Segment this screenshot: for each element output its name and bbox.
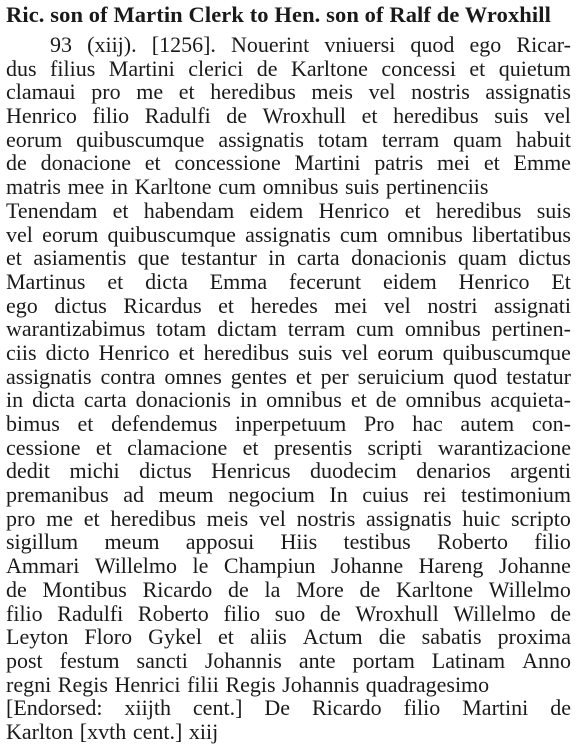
word: 93 <box>50 32 72 57</box>
word: eidem <box>249 197 304 223</box>
word: vel <box>368 79 396 105</box>
word: et <box>83 505 100 531</box>
word: autem <box>460 411 515 436</box>
word: de <box>359 576 381 602</box>
word: Martini <box>108 55 175 81</box>
word: quam <box>457 245 507 271</box>
word: la <box>264 576 281 602</box>
word: con- <box>531 411 571 436</box>
word: eorum <box>6 126 63 152</box>
word: heredibus <box>203 339 290 365</box>
word: Karltone <box>396 576 473 602</box>
word: heredes <box>250 292 318 318</box>
word: per <box>320 363 349 389</box>
word: vel <box>383 292 411 318</box>
word: nostris <box>411 79 470 105</box>
word: ciis <box>6 339 37 365</box>
word: donacionis <box>351 245 447 271</box>
word: assignatis <box>485 79 571 105</box>
word: michi <box>69 458 120 484</box>
word: et <box>404 197 421 223</box>
word: Et <box>551 268 571 294</box>
word: warantizabimus <box>6 316 146 342</box>
word: Karltone <box>290 55 368 81</box>
word: matris <box>6 174 61 200</box>
word: De <box>264 695 291 721</box>
text-line <box>6 483 571 507</box>
word: Henrico <box>458 268 530 294</box>
word: bimus <box>6 411 60 436</box>
word: dictus <box>518 245 571 271</box>
word: negocium <box>228 482 315 508</box>
word: filio <box>403 695 441 721</box>
word: patris <box>374 150 424 176</box>
word: omnes <box>164 363 222 389</box>
word: filii <box>187 671 219 697</box>
word: et <box>350 387 367 413</box>
word: gentes <box>230 363 287 389</box>
word: Martinus <box>6 268 86 294</box>
word: Floro <box>84 624 133 650</box>
word: suis <box>536 197 571 223</box>
word: cuius <box>362 482 409 508</box>
word: fecerunt <box>289 268 362 294</box>
word: assignatis <box>366 505 452 531</box>
word: meis <box>311 79 353 105</box>
word: Radulfi <box>57 600 124 626</box>
word: in <box>239 387 258 413</box>
word: pertinenciis <box>385 174 489 200</box>
text-line <box>6 246 571 270</box>
word: testatur <box>506 363 571 389</box>
word: dictam <box>217 316 277 342</box>
word: meis <box>206 505 249 531</box>
word: Roberto <box>437 529 508 555</box>
word: clamaui <box>6 79 76 105</box>
text-line <box>6 104 571 128</box>
word: le <box>192 553 209 579</box>
word: Radulfi <box>144 103 211 129</box>
text-line <box>6 507 571 531</box>
word: clerici <box>188 55 244 81</box>
word: scripti <box>367 434 423 460</box>
word: argenti <box>510 458 571 484</box>
word: scripto <box>510 505 571 531</box>
word: de <box>6 150 27 176</box>
word: omnibus <box>405 387 482 413</box>
word: Willelmo <box>488 576 571 602</box>
word: post <box>6 647 43 673</box>
word: assignatis <box>218 126 304 152</box>
word: cent.] <box>192 695 243 721</box>
text-line <box>6 199 571 223</box>
text-line <box>6 294 571 318</box>
word: vel <box>341 339 369 365</box>
text-line <box>6 625 571 649</box>
word: eorum <box>42 221 99 247</box>
word: cessione <box>6 434 81 460</box>
word: acquieta- <box>490 387 571 413</box>
word: quod <box>453 363 498 389</box>
document-title: Ric. son of Martin Clerk to Hen. son of Ralf de Wroxhill <box>6 2 551 27</box>
word: Champiun <box>223 553 316 579</box>
word: pertinen- <box>491 316 571 342</box>
word: Nouerint <box>231 32 310 57</box>
word: warantizacione <box>437 434 571 460</box>
word: xiij <box>188 718 219 744</box>
word: Actum <box>302 624 363 650</box>
word: denarios <box>416 458 491 484</box>
word: que <box>137 245 170 271</box>
word: suo <box>274 600 306 626</box>
text-line <box>6 649 571 673</box>
word: in <box>268 245 286 271</box>
word: concessione <box>174 150 281 176</box>
text-line <box>6 365 571 389</box>
word: omnibus <box>386 221 463 247</box>
word: Tenendam <box>6 197 98 223</box>
word: suis <box>298 339 333 365</box>
word: terram <box>381 126 440 152</box>
word: libertatibus <box>471 221 571 247</box>
word: seruicium <box>357 363 445 389</box>
word: Henrici <box>114 671 181 697</box>
text-line <box>6 341 571 365</box>
word: omnibus <box>262 174 339 200</box>
word: quam <box>453 126 503 152</box>
word: regni <box>6 671 52 697</box>
word: quadragesimo <box>365 671 490 697</box>
word: et <box>144 150 161 176</box>
word: sabatis <box>421 624 482 650</box>
word: et <box>77 411 94 436</box>
word: assignatis <box>245 221 331 247</box>
text-line <box>6 151 571 175</box>
word: donacione <box>40 150 131 176</box>
word: ego <box>469 32 502 57</box>
word: quibuscumque <box>76 126 205 152</box>
word: totam <box>317 126 368 152</box>
word: omnibus <box>266 387 342 413</box>
text-line <box>6 33 571 57</box>
word: et <box>483 150 500 176</box>
word: Henricus <box>211 458 291 484</box>
word: et <box>218 624 234 650</box>
word: Emma <box>209 268 268 294</box>
word: eorum <box>377 339 434 365</box>
word: Hiis <box>280 529 318 555</box>
word: heredibus <box>210 79 296 105</box>
word: et <box>218 292 235 318</box>
word: proxima <box>497 624 571 650</box>
word: More <box>296 576 344 602</box>
text-line <box>6 57 571 81</box>
word: [Endorsed: <box>6 695 103 721</box>
word: et <box>6 245 22 271</box>
word: Pro <box>363 411 395 436</box>
word: de <box>6 576 27 602</box>
word: pro <box>6 505 36 531</box>
word: cum <box>356 316 395 342</box>
word: aliis <box>249 624 287 650</box>
word: suis <box>345 174 380 200</box>
word: Latinam <box>431 647 506 673</box>
word: de <box>550 695 571 721</box>
word: pro <box>91 79 121 105</box>
word: Wroxhull <box>262 103 347 129</box>
word: Johannis <box>282 671 360 697</box>
word: filio <box>534 529 571 555</box>
word: me <box>46 505 73 531</box>
word: et <box>178 339 195 365</box>
word: mee <box>67 174 105 200</box>
word: ad <box>123 482 144 508</box>
word: et <box>469 55 486 81</box>
word: Ricardus <box>123 292 202 318</box>
word: Karltone <box>134 174 212 200</box>
word: quibuscumque <box>442 339 571 365</box>
word: Anno <box>522 647 571 673</box>
word: dicta <box>145 268 188 294</box>
word: testimonium <box>461 482 571 508</box>
word: mei <box>334 292 368 318</box>
text-line <box>6 696 571 720</box>
word: festum <box>59 647 120 673</box>
word: Henrico <box>318 197 390 223</box>
word: et <box>178 79 195 105</box>
word: Martini <box>294 150 361 176</box>
word: Roberto <box>137 600 209 626</box>
word: Ammari <box>6 553 80 579</box>
word: vel <box>6 221 33 247</box>
word: Ricardo <box>311 695 382 721</box>
word: asiamentis <box>33 245 127 271</box>
word: contra <box>100 363 156 389</box>
word: et <box>295 363 312 389</box>
word: Willelmo <box>453 600 536 626</box>
word: nostri <box>427 292 478 318</box>
word: [xvth <box>79 718 127 744</box>
word: assignatis <box>6 363 92 389</box>
word: nostris <box>296 505 356 531</box>
text-line <box>6 602 571 626</box>
word: die <box>378 624 406 650</box>
word: carta <box>296 245 340 271</box>
word: in <box>110 174 128 200</box>
text-line <box>6 554 571 578</box>
word: totam <box>156 316 207 342</box>
text-line <box>6 317 571 341</box>
word: heredibus <box>435 197 522 223</box>
word: Johanne <box>331 553 404 579</box>
word: Johanne <box>498 553 571 579</box>
word: vniuersi <box>324 32 396 57</box>
word: et <box>112 197 129 223</box>
word: quietum <box>498 55 571 81</box>
word: quod <box>410 32 455 57</box>
word: inperpetuum <box>235 411 347 436</box>
word: donacionis <box>135 387 231 413</box>
word: sigillum <box>6 529 79 555</box>
text-line <box>6 128 571 152</box>
word: ego <box>6 292 38 318</box>
word: carta <box>83 387 127 413</box>
word: duodecim <box>310 458 397 484</box>
word: omnibus <box>404 316 481 342</box>
word: Gykel <box>148 624 202 650</box>
word: Henrico <box>6 103 77 129</box>
word: Leyton <box>6 624 69 650</box>
word: In <box>329 482 348 508</box>
text-line <box>6 530 571 554</box>
word: dictus <box>54 292 107 318</box>
word: heredibus <box>393 103 479 129</box>
word: Henrico <box>98 339 170 365</box>
word: Emme <box>513 150 571 176</box>
word: de <box>227 576 249 602</box>
word: et <box>107 268 124 294</box>
word: et <box>242 434 259 460</box>
word: Ricar- <box>516 32 571 57</box>
word: Regis <box>57 671 108 697</box>
word: dicto <box>45 339 90 365</box>
word: sancti <box>136 647 188 673</box>
word: meum <box>158 482 214 508</box>
word: me <box>136 79 164 105</box>
word: ante <box>298 647 336 673</box>
word: vel <box>258 505 286 531</box>
word: de <box>319 600 341 626</box>
word: filio <box>6 600 43 626</box>
word: eidem <box>382 268 437 294</box>
word: et <box>95 434 112 460</box>
word: Regis <box>225 671 276 697</box>
word: filio <box>92 103 130 129</box>
word: (xiij). <box>87 32 137 57</box>
word: Willelmo <box>94 553 178 579</box>
document-body <box>6 33 571 744</box>
word: de <box>226 103 248 129</box>
text-line <box>6 223 571 247</box>
word: concessi <box>381 55 456 81</box>
word: portam <box>352 647 415 673</box>
text-line <box>6 578 571 602</box>
word: testantur <box>181 245 257 271</box>
word: Johannis <box>204 647 282 673</box>
word: dus <box>6 55 37 81</box>
word: dicta <box>32 387 75 413</box>
word: Hareng <box>418 553 484 579</box>
word: suis <box>494 103 529 129</box>
word: Karlton <box>6 718 74 744</box>
word: rei <box>423 482 447 508</box>
word: cent.] <box>132 718 183 744</box>
word: vel <box>544 103 571 129</box>
word: [1256]. <box>151 32 216 57</box>
word: clamacione <box>127 434 228 460</box>
word: quibuscumque <box>107 221 236 247</box>
word: dedit <box>6 458 50 484</box>
word: Montibus <box>42 576 127 602</box>
word: Ricardo <box>142 576 213 602</box>
word: testibus <box>343 529 411 555</box>
word: terram <box>287 316 346 342</box>
word: huic <box>462 505 501 531</box>
word: xiijth <box>124 695 171 721</box>
word: habendam <box>143 197 235 223</box>
text-line <box>6 388 571 412</box>
text-line <box>6 80 571 104</box>
word: meum <box>104 529 160 555</box>
word: dictus <box>139 458 192 484</box>
text-line <box>6 459 571 483</box>
text-line <box>6 270 571 294</box>
word: Wroxhull <box>355 600 439 626</box>
word: assignati <box>494 292 571 318</box>
word: et <box>361 103 378 129</box>
word: in <box>6 387 24 413</box>
word: habuit <box>515 126 571 152</box>
word: premanibus <box>6 482 109 508</box>
word: defendemus <box>111 411 218 436</box>
word: presentis <box>273 434 353 460</box>
word: filio <box>223 600 261 626</box>
text-line <box>6 673 571 697</box>
word: de <box>375 387 397 413</box>
text-line <box>6 436 571 460</box>
word: apposui <box>185 529 255 555</box>
word: de <box>550 600 571 626</box>
text-line <box>6 720 571 744</box>
text-line <box>6 412 571 436</box>
word: filius <box>50 55 96 81</box>
word: Martini <box>462 695 529 721</box>
word: cum <box>339 221 378 247</box>
word: heredibus <box>110 505 196 531</box>
word: mei <box>437 150 471 176</box>
word: de <box>256 55 278 81</box>
word: hac <box>412 411 443 436</box>
text-line <box>6 175 571 199</box>
word: cum <box>218 174 257 200</box>
